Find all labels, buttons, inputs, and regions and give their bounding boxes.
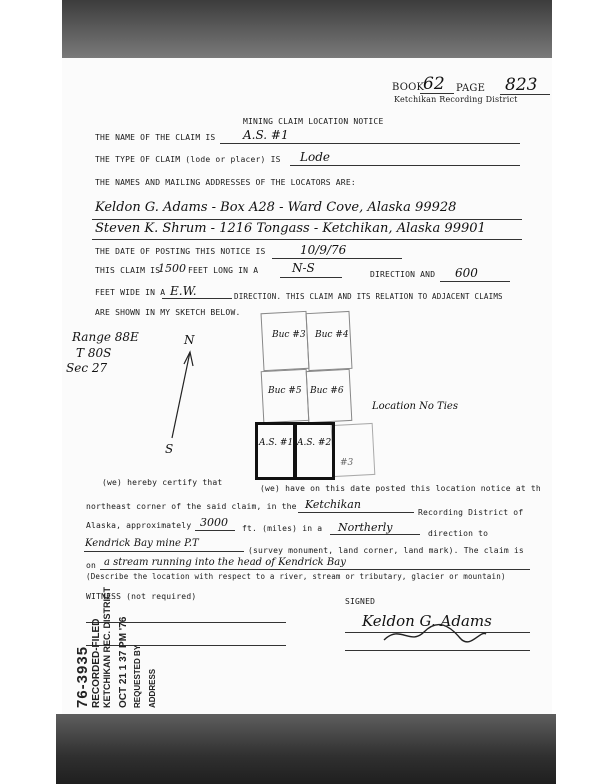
locator-2-line — [92, 239, 522, 240]
witness-label: WITNESS (not required) — [86, 592, 197, 601]
landmark-value: Kendrick Bay mine P.T — [85, 538, 199, 549]
width-value-line — [440, 281, 510, 282]
locator-1: Keldon G. Adams - Box A28 - Ward Cove, Alaska 99928 — [95, 200, 457, 215]
direction-and: DIRECTION AND — [370, 270, 436, 279]
describe-note: (Describe the location with respect to a river, stream or tributary, glacier or mountain) — [86, 572, 506, 581]
distance-line — [195, 530, 235, 531]
claim-label-buc-3: Buc #3 — [272, 330, 306, 340]
width-post: DIRECTION. THIS CLAIM AND ITS RELATION TO ADJACENT CLAIMS — [234, 292, 503, 301]
claim-name-label: THE NAME OF THE CLAIM IS — [95, 133, 216, 142]
length-pre: THIS CLAIM IS — [95, 266, 161, 275]
sketch-township: T 80S — [76, 346, 112, 360]
district-label: Ketchikan Recording District — [394, 95, 518, 104]
page-number: 823 — [505, 75, 538, 95]
scan-top-border — [62, 0, 552, 58]
claim-buc-4 — [306, 311, 353, 371]
second-signature-icon — [380, 620, 490, 648]
cert-line3-c: direction to — [428, 529, 489, 538]
locator-1-line — [92, 219, 522, 220]
claim-name-line — [220, 143, 520, 144]
location-desc: a stream running into the head of Kendrick Bay — [104, 557, 346, 568]
sketch-section: Sec 27 — [66, 361, 108, 375]
claim-label-as-1: A.S. #1 — [259, 438, 294, 448]
landmark-line — [84, 551, 244, 552]
signature: Keldon G. Adams — [362, 612, 492, 630]
cert-line1-a: (we) hereby certify that — [102, 478, 223, 487]
width-pre: FEET WIDE IN A — [95, 288, 166, 297]
stamp-recorded: RECORDED-FILED — [91, 618, 102, 708]
north-label: N — [184, 333, 195, 347]
claim-type-line — [290, 165, 520, 166]
locator-2: Steven K. Shrum - 1216 Tongass - Ketchikan, Alaska 99901 — [95, 221, 486, 236]
cert-line4: (survey monument, land corner, land mark). The claim is — [248, 546, 524, 555]
length-mid: FEET LONG IN A — [188, 266, 259, 275]
claim-type-label: THE TYPE OF CLAIM (lode or placer) IS — [95, 155, 281, 164]
claim-name-value: A.S. #1 — [243, 128, 289, 142]
claim-label-as-3: #3 — [340, 458, 354, 468]
cert-line3-a: Alaska, approximately — [86, 521, 192, 530]
direction-value: Northerly — [338, 521, 393, 534]
direction-line — [330, 534, 420, 535]
posting-label: THE DATE OF POSTING THIS NOTICE IS — [95, 247, 266, 256]
width-value: 600 — [455, 266, 478, 280]
claim-label-buc-5: Buc #5 — [268, 386, 302, 396]
width-direction-line — [162, 298, 232, 299]
scan-bottom-border — [56, 714, 556, 784]
north-arrow-icon — [160, 348, 200, 448]
claim-as-2 — [293, 422, 335, 480]
signed-label: SIGNED — [345, 597, 376, 606]
book-number: 62 — [423, 74, 445, 94]
district-line — [298, 512, 414, 513]
book-label: BOOK — [392, 82, 425, 93]
sketch-range: Range 88E — [72, 330, 139, 344]
sketch-label: ARE SHOWN IN MY SKETCH BELOW. — [95, 308, 241, 317]
page-label: PAGE — [456, 83, 486, 94]
distance-value: 3000 — [200, 516, 228, 529]
length-value: 1500 — [158, 262, 186, 275]
posting-date: 10/9/76 — [300, 243, 347, 257]
location-note: Location No Ties — [372, 401, 458, 412]
length-direction-line — [280, 277, 342, 278]
claim-label-as-2: A.S. #2 — [297, 438, 332, 448]
recording-stamp — [74, 587, 157, 708]
stamp-address: ADDRESS — [148, 668, 157, 708]
stamp-district: KETCHIKAN REC. DISTRICT — [102, 587, 112, 708]
claim-label-buc-4: Buc #4 — [315, 330, 349, 340]
cert-line3-b: ft. (miles) in a — [242, 524, 323, 533]
document-title: MINING CLAIM LOCATION NOTICE — [243, 117, 384, 126]
south-label: S — [165, 442, 174, 456]
stamp-date: OCT 21 1 37 PM '76 — [118, 616, 129, 708]
cert-line2-b: Recording District of — [418, 508, 524, 517]
claim-buc-5 — [261, 369, 310, 423]
cert-line2-a: northeast corner of the said claim, in the — [86, 502, 297, 511]
length-direction: N-S — [292, 261, 315, 275]
claim-buc-6 — [306, 369, 353, 423]
posting-line — [272, 258, 402, 259]
width-direction: E.W. — [170, 284, 197, 298]
claim-as-3 — [331, 423, 376, 477]
claim-buc-3 — [261, 311, 310, 371]
locators-label: THE NAMES AND MAILING ADDRESSES OF THE LOCATORS ARE: — [95, 178, 356, 187]
claim-label-buc-6: Buc #6 — [310, 386, 344, 396]
stamp-number: 76-3935 — [74, 645, 91, 708]
stamp-requested: REQUESTED BY — [133, 644, 142, 708]
book-underline — [420, 93, 454, 94]
district-hand: Ketchikan — [305, 498, 361, 511]
cert-line1-b: (we) have on this date posted this location notice at th — [260, 484, 541, 493]
claim-as-1 — [255, 422, 297, 480]
location-desc-line — [100, 569, 530, 570]
claim-type-value: Lode — [300, 150, 330, 164]
on-label: on — [86, 561, 97, 570]
signature-line-2 — [345, 650, 530, 651]
